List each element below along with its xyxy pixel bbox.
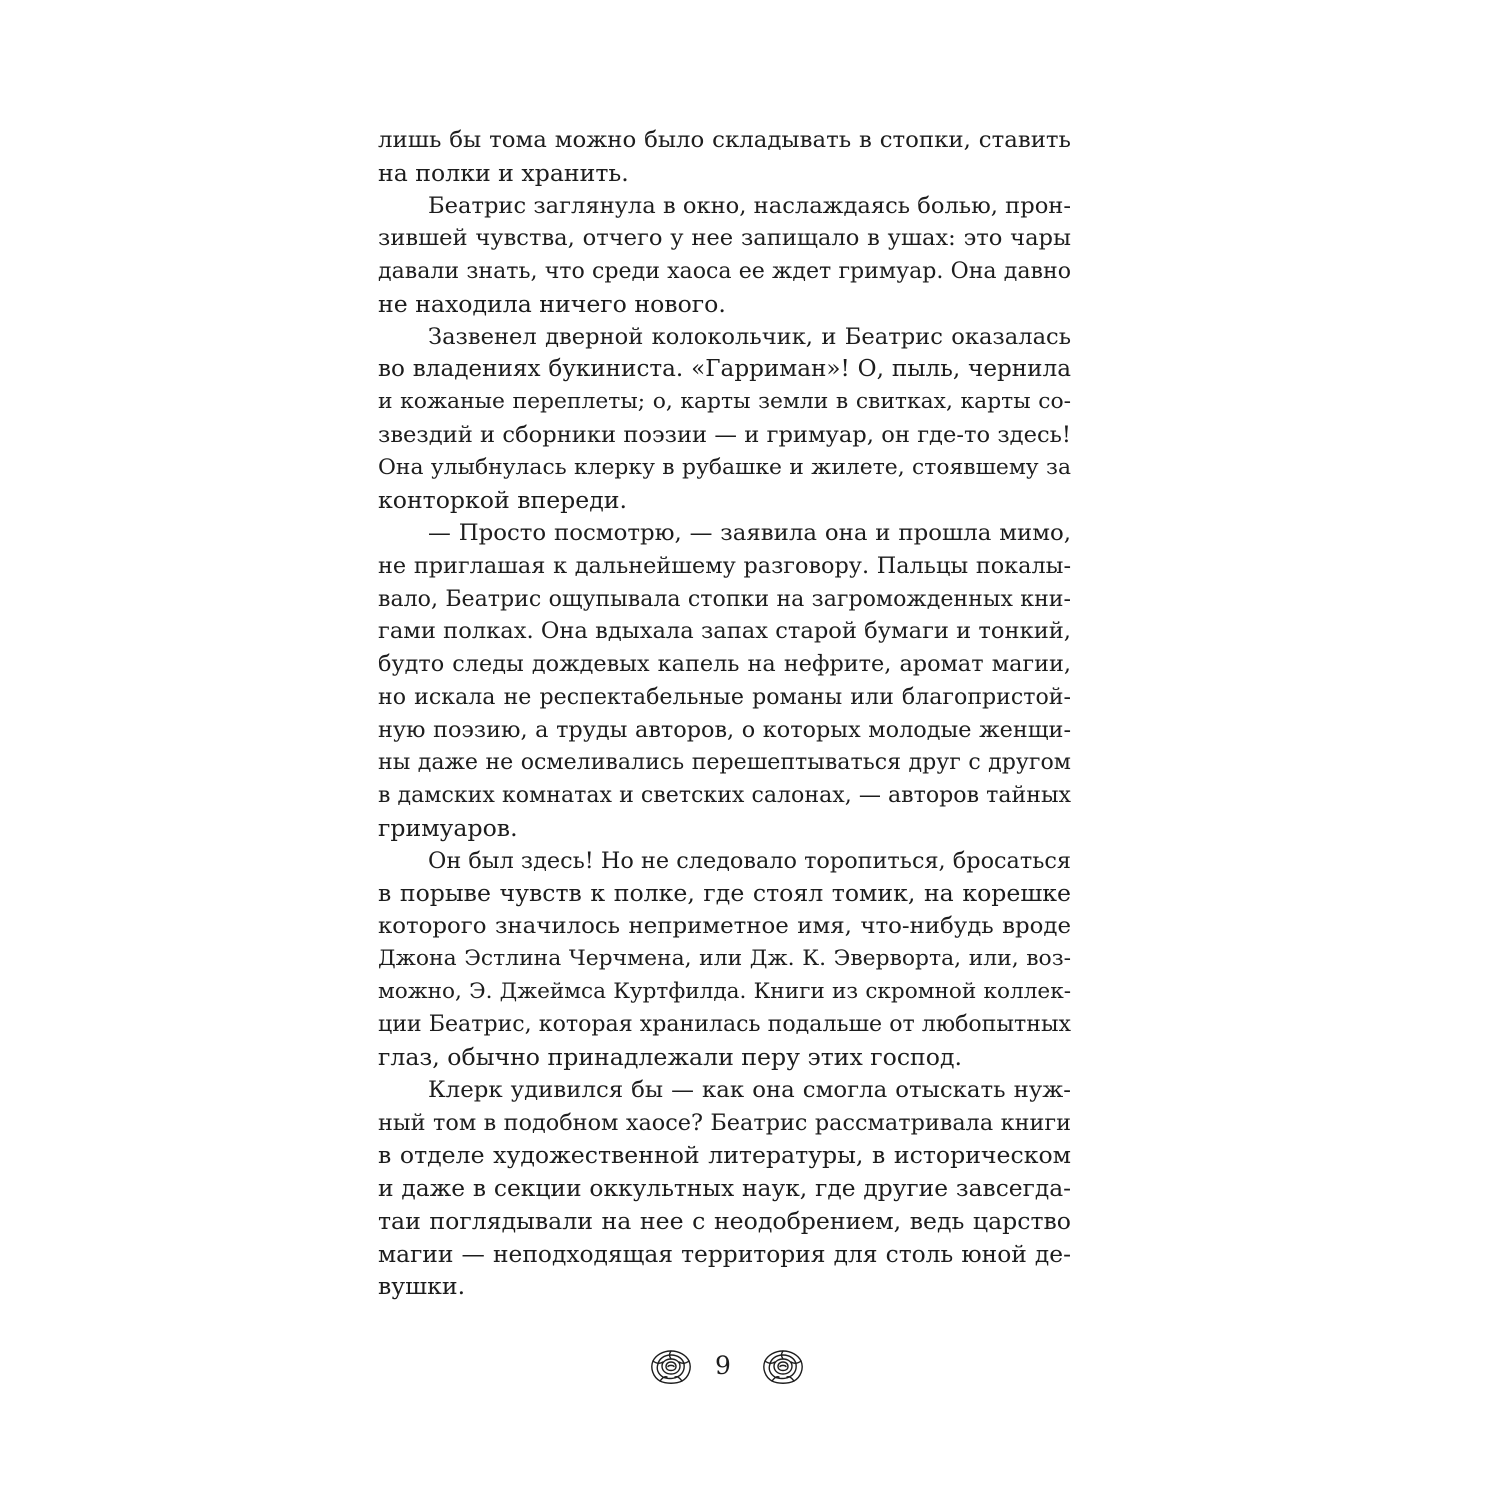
text-line: будто следы дождевых капель на нефрите, аромат магии, <box>378 651 1071 677</box>
text-line: и кожаные переплеты; о, карты земли в свитках, карты со- <box>378 389 1071 414</box>
paragraph <box>378 517 1071 845</box>
text-line: Зазвенел дверной колокольчик, и Беатрис оказалась <box>428 323 1071 350</box>
text-line: звездий и сборники поэзии — и гримуар, он где-то здесь! <box>378 421 1071 448</box>
body-text <box>378 124 1071 1303</box>
text-line: во владениях букиниста. «Гарриман»! О, пыль, чернила <box>378 356 1071 383</box>
paragraph <box>378 321 1071 518</box>
text-line: ны даже не осмеливались перешептываться друг с другом <box>378 749 1071 776</box>
text-line: Клерк удивился бы — как она смогла отыскать нуж- <box>428 1076 1071 1103</box>
text-line: на полки и хранить. <box>378 158 629 187</box>
text-line: давали знать, что среди хаоса ее ждет гримуар. Она давно <box>378 258 1071 284</box>
text-line: гримуаров. <box>378 813 518 842</box>
text-line: лишь бы тома можно было складывать в стопки, ставить <box>378 127 1071 153</box>
text-line: в отделе художественной литературы, в историческом <box>378 1141 1071 1170</box>
text-line: ную поэзию, а труды авторов, о которых молодые женщи- <box>378 716 1071 743</box>
paragraph <box>378 190 1071 321</box>
page-footer <box>0 1347 1500 1397</box>
text-line: магии — неподходящая территория для столь юной де- <box>378 1239 1071 1268</box>
text-line: ный том в подобном хаосе? Беатрис рассматривала книги <box>378 1109 1071 1136</box>
text-line: не приглашая к дальнейшему разговору. Пальцы покалы- <box>378 552 1071 579</box>
text-line: но искала не респектабельные романы или благопристой- <box>378 683 1071 710</box>
text-line: не находила ничего нового. <box>378 289 726 318</box>
text-line: зившей чувства, отчего у нее запищало в ушах: это чары <box>378 225 1071 252</box>
text-line: в дамских комнатах и светских салонах, — авторов тайных <box>378 782 1071 808</box>
text-line: и даже в секции оккультных наук, где другие завсегда- <box>378 1174 1071 1202</box>
text-line: можно, Э. Джеймса Куртфилда. Книги из скромной коллек- <box>378 978 1071 1004</box>
text-line: Она улыбнулась клерку в рубашке и жилете, стоявшему за <box>378 454 1071 480</box>
text-line: Джона Эстлина Черчмена, или Дж. К. Эверворта, или, воз- <box>378 945 1071 971</box>
text-line: конторкой впереди. <box>378 486 628 515</box>
text-line: в порыве чувств к полке, где стоял томик, на корешке <box>378 879 1071 908</box>
text-line: вало, Беатрис ощупывала стопки на загроможденных кни- <box>378 585 1071 612</box>
rose-ornament-right-icon <box>760 1347 806 1387</box>
rose-ornament-left-icon <box>648 1347 694 1387</box>
text-line: Он был здесь! Но не следовало торопиться, бросаться <box>428 847 1071 874</box>
paragraph <box>378 1074 1071 1303</box>
text-line: — Просто посмотрю, — заявила она и прошла мимо, <box>428 520 1071 546</box>
paragraph <box>378 845 1071 1074</box>
page-number: 9 <box>715 1351 731 1380</box>
paragraph <box>378 124 1071 190</box>
text-line: вушки. <box>378 1272 466 1301</box>
text-line: ции Беатрис, которая хранилась подальше от любопытных <box>378 1011 1071 1038</box>
text-line: таи поглядывали на нее с неодобрением, ведь царство <box>378 1206 1071 1235</box>
text-line: которого значилось неприметное имя, что-нибудь вроде <box>378 913 1071 939</box>
text-line: глаз, обычно принадлежали перу этих господ. <box>378 1043 963 1071</box>
text-line: Беатрис заглянула в окно, наслаждаясь болью, прон- <box>428 192 1071 219</box>
text-line: гами полках. Она вдыхала запах старой бумаги и тонкий, <box>378 618 1071 645</box>
